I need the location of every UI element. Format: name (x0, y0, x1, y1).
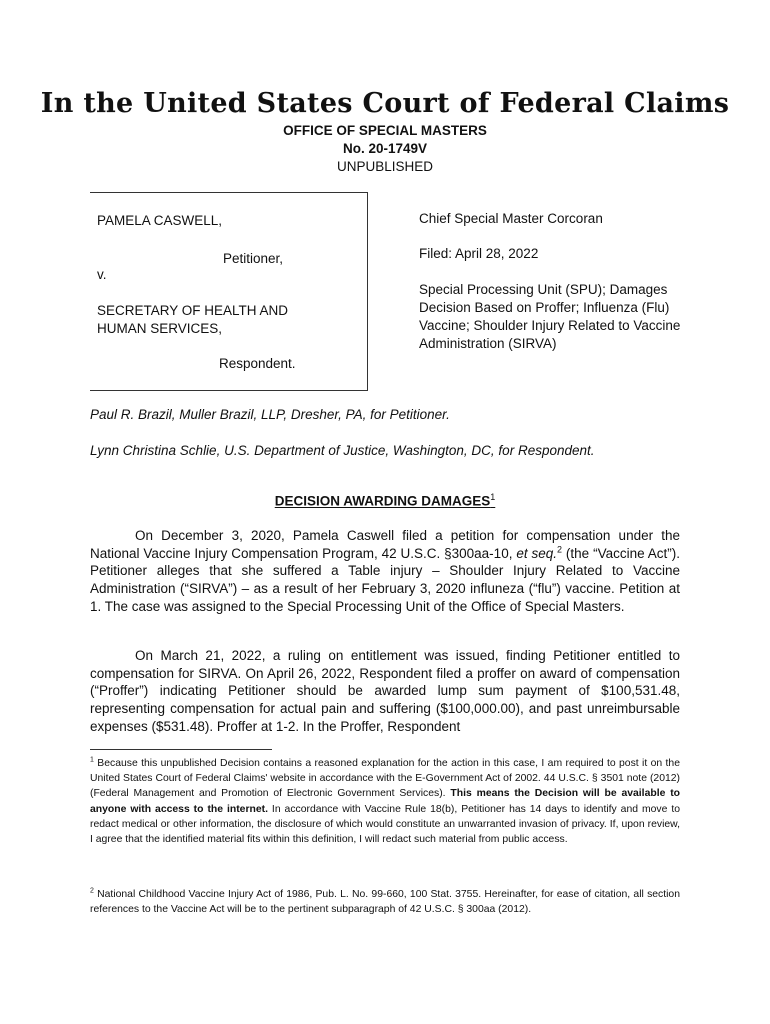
footnote-2-number: 2 (90, 887, 94, 895)
decision-heading-text: DECISION AWARDING DAMAGES (274, 493, 491, 509)
petitioner-role: Petitioner, (223, 251, 284, 266)
footnote-2-text: National Childhood Vaccine Injury Act of 1986, Pub. L. No. 99-660, 100 Stat. 3755. Hereinafter, for ease of citation, all section references to the Vaccine Act will be to the pertinent subparagraph of 42 U.S.C. § 300aa (2012). (90, 889, 680, 916)
publication-status: UNPUBLISHED (336, 159, 434, 174)
footnote-1 (90, 756, 680, 847)
paragraph-1 (90, 527, 680, 616)
respondent-name-line-1: SECRETARY OF HEALTH AND (97, 303, 289, 318)
footnote-1-number: 1 (90, 756, 94, 764)
versus: v. (97, 267, 107, 282)
petitioner-name: PAMELA CASWELL, (97, 213, 223, 228)
office-heading: OFFICE OF SPECIAL MASTERS (283, 123, 487, 138)
court-title: In the United States Court of Federal Claims (40, 88, 730, 119)
footnote-1-text-b: In accordance with Vaccine Rule 18(b), Petitioner has 14 days to identify and move to redact medical or other information, the disclosure of which would constitute an unwarranted invasion of privacy. If, upon review, I agree that the identified material fits within this definition, I will redact such material from public access. (90, 803, 680, 846)
footnote-1-bold-text: This means the Decision will be available to anyone with access to the internet. (90, 788, 681, 815)
respondent-name-line-2: HUMAN SERVICES, (97, 321, 223, 336)
petitioner-counsel: Paul R. Brazil, Muller Brazil, LLP, Dresher, PA, for Petitioner. (90, 407, 450, 422)
footnote-1-text-a: Because this unpublished Decision contains a reasoned explanation for the action in this case, I am required to post it on the United States Court of Federal Claims' website in accordance with the E-Government Act of 2002. 44 U.S.C. § 3501 note (2012) (Federal Management and Promotion of Electronic Government Services). (90, 758, 680, 800)
case-number: No. 20-1749V (342, 141, 428, 156)
footnote-ref-2: 2 (557, 544, 563, 555)
paragraph-1-text-a: On December 3, 2020, Pamela Caswell filed a petition for compensation under the National Vaccine Injury Compensation Program, 42 U.S.C. §300aa-10, (90, 528, 680, 561)
paragraph-1-et-seq: et seq. (516, 545, 558, 561)
footnote-ref-1: 1 (490, 492, 496, 502)
case-topics: Special Processing Unit (SPU); Damages Decision Based on Proffer; Influenza (Flu) Vaccine; Shoulder Injury Related to Vaccine Administration (SIRVA) (419, 282, 681, 351)
special-master: Chief Special Master Corcoran (419, 211, 603, 226)
filed-date: Filed: April 28, 2022 (419, 246, 539, 261)
paragraph-2: On March 21, 2022, a ruling on entitlement was issued, finding Petitioner entitled to compensation for SIRVA. On April 26, 2022, Respondent filed a proffer on award of compensation (“Proffer”) indicating Petitioner should be awarded lump sum payment of $100,531.48, representing compensation for actual pain and suffering ($100,000.00), and past unreimbursable expenses ($531.48). Proffer at 1-2. In the Proffer, Respondent (90, 648, 680, 734)
decision-heading (0, 492, 770, 509)
footnote-divider (90, 749, 272, 750)
respondent-counsel: Lynn Christina Schlie, U.S. Department of Justice, Washington, DC, for Respondent. (90, 443, 595, 458)
footnote-2 (90, 887, 680, 917)
paragraph-1-text-b: (the “Vaccine Act”). Petitioner alleges that she suffered a Table injury – Shoulder Injury Related to Vaccine Administration (“SIRVA”) – as a result of her February 3, 2020 influneza (“flu”) vaccine. Petition at 1. The case was assigned to the Special Processing Unit of the Office of Special Masters. (90, 545, 680, 614)
respondent-role: Respondent. (219, 356, 296, 371)
